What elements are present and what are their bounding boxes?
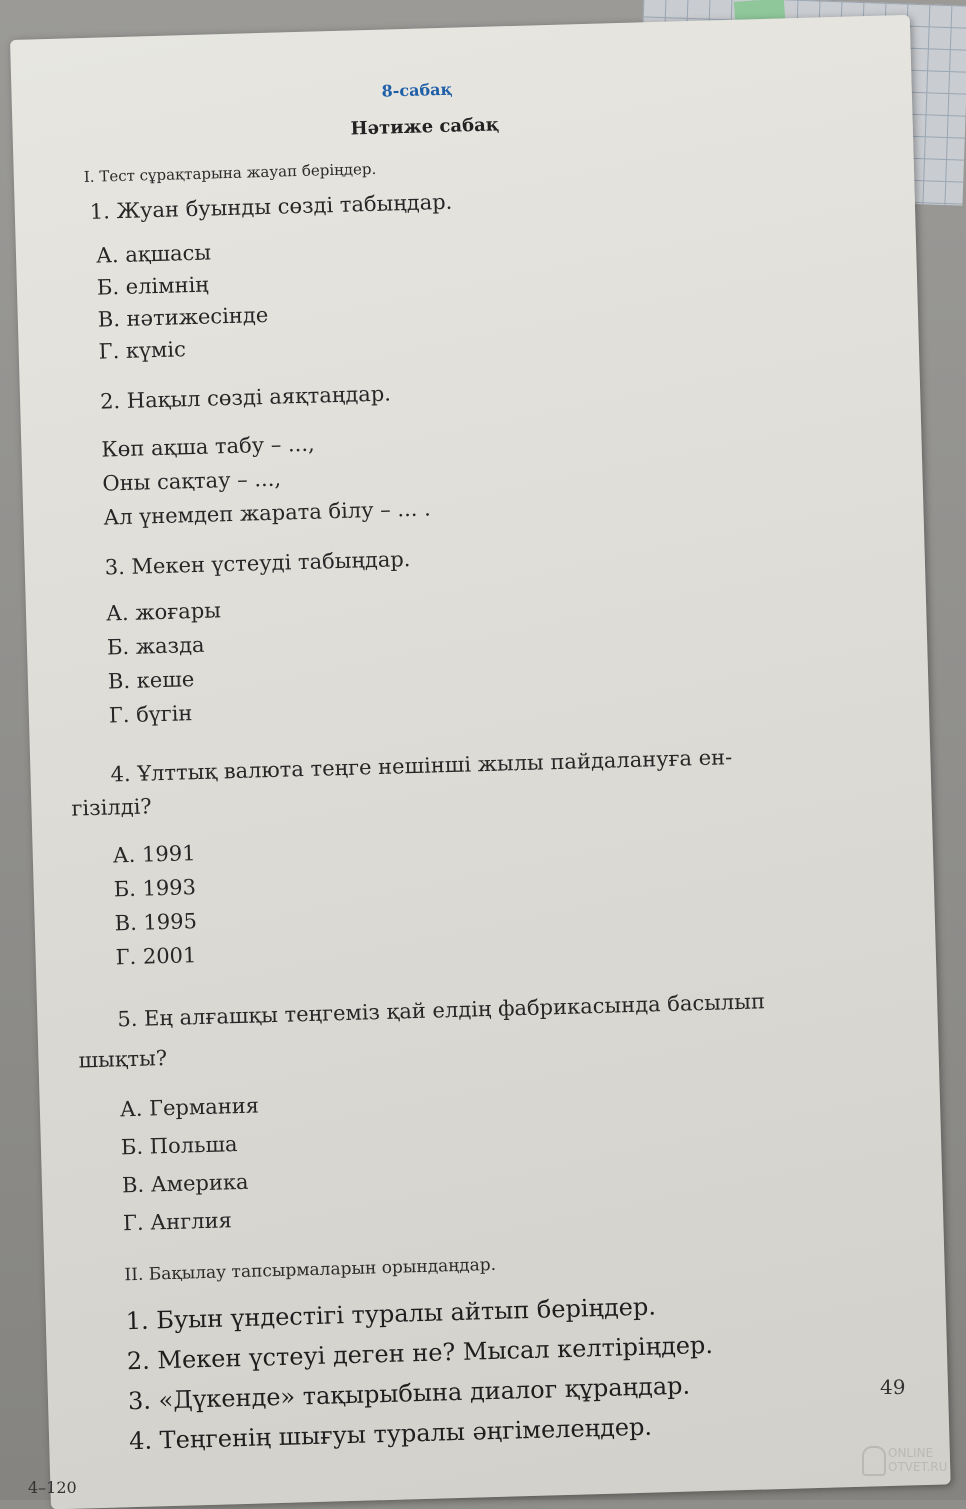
task-4: 4. Теңгенің шығуы туралы әңгімелеңдер. [128,1412,653,1456]
section-2-title: ІІ. Бақылау тапсырмаларын орындаңдар. [124,1254,497,1286]
task-1: 1. Буын үндестігі туралы айтып беріңдер. [125,1292,657,1336]
q1-option-d: Г. күміс [98,337,187,364]
q3-option-b: Б. жазда [106,632,205,660]
textbook-page [10,15,951,1509]
q4-option-c: В. 1995 [114,909,198,936]
q3-option-d: Г. бүгін [108,701,193,728]
lightbulb-icon [862,1446,886,1476]
lesson-title: Нәтиже сабақ [350,114,500,140]
watermark-line-2: OTVET.RU [888,1460,948,1474]
question-3: 3. Мекен үстеуді табыңдар. [104,547,411,580]
watermark [862,1440,962,1490]
section-1-title: І. Тест сұрақтарына жауап беріңдер. [83,159,377,186]
q3-option-a: А. жоғары [105,598,222,626]
q1-option-b: Б. елімнің [96,272,210,300]
q3-option-c: В. кеше [107,667,195,694]
q4-option-d: Г. 2001 [115,943,197,970]
question-4-line-2: гізілді? [71,794,152,821]
q1-option-c: В. нәтижесінде [97,302,269,332]
page-number: 49 [880,1375,906,1399]
printer-signature: 4–120 [28,1478,77,1497]
q5-option-d: Г. Англия [122,1208,233,1236]
task-3: 3. «Дүкенде» тақырыбына диалог құраңдар. [127,1371,691,1416]
q4-option-b: Б. 1993 [113,875,197,902]
watermark-line-1: ONLINE [888,1446,934,1460]
question-1: 1. Жуан буынды сөзді табыңдар. [89,189,453,224]
q2-line-1: Көп ақша табу – ..., [101,431,315,462]
q5-option-b: Б. Польша [120,1132,238,1160]
q5-option-c: В. Америка [121,1169,249,1198]
q4-option-a: А. 1991 [112,841,196,868]
q5-option-a: А. Германия [119,1093,260,1122]
q1-option-a: А. ақшасы [95,240,212,268]
task-2: 2. Мекен үстеуі деген не? Мысал келтіріңдер. [126,1330,714,1376]
question-5-line-1: 5. Ең алғашқы теңгеміз қай елдің фабрикасында басылып [117,989,766,1032]
lesson-number: 8-сабақ [381,79,453,101]
question-5-line-2: шықты? [78,1046,168,1073]
question-2: 2. Нақыл сөзді аяқтаңдар. [99,381,392,414]
question-4-line-1: 4. Ұлттық валюта теңге нешінші жылы пайдалануға ен- [110,745,733,787]
q2-line-3: Ал үнемдеп жарата білу – ... . [103,496,432,530]
q2-line-2: Оны сақтау – ..., [102,466,282,496]
